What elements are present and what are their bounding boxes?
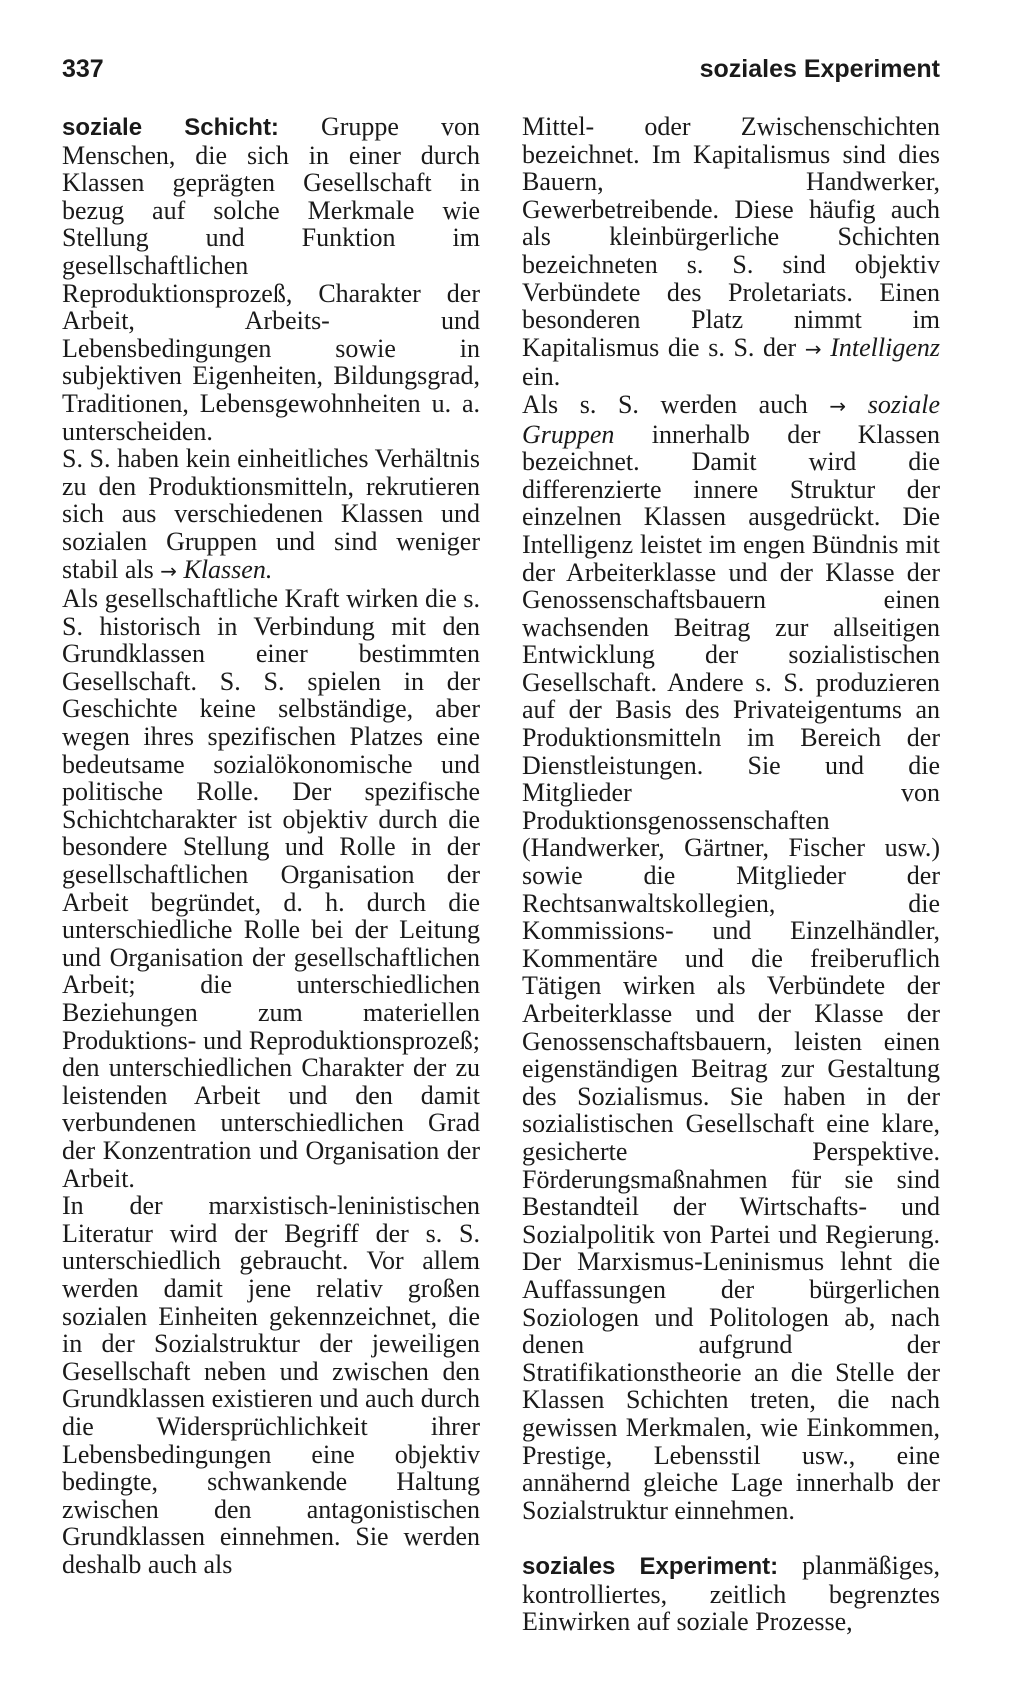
left-column [62, 113, 480, 1578]
paragraph-text: innerhalb der Klassen bezeichnet. Damit wird die differenzierte innere Struktur der einzelnen Klassen ausgedrückt. Die Intelligenz leistet im engen Bündnis mit der Arbeiterklasse und der Klasse der Genossenschaftsbauern einen wachsenden Beitrag zur allseitigen Entwicklung der sozialistischen Gesellschaft. Andere s. S. produzieren auf der Basis des Privateigentums an Produktionsmitteln im Bereich der Dienstleistungen. Sie und die Mitglieder von Produktionsgenossenschaften (Handwerker, Gärtner, Fischer usw.) sowie die Mitglieder der Rechtsanwaltskollegien, die Kommissions- und Einzelhändler, Kommentäre und die freiberuflich Tätigen wirken als Verbündete der Arbeiterklasse und der Klasse der Genossenschaftsbauern, leisten einen eigenständigen Beitrag zur Gestaltung des Sozialismus. Sie haben in der sozialistischen Gesellschaft eine klare, gesicherte Perspektive. Förderungsmaßnahmen für sie sind Bestandteil der Wirtschafts- und Sozialpolitik von Partei und Regierung. Der Marxismus-Leninismus lehnt die Auffassungen der bürgerlichen Soziologen und Politologen ab, nach denen aufgrund der Stratifikationstheorie an die Stelle der Klassen Schichten treten, die nach gewissen Merkmalen, wie Einkommen, Prestige, Lebensstil usw., eine annähernd gleiche Lage innerhalb der Sozialstruktur einnehmen. [522, 419, 941, 1525]
paragraph [62, 445, 480, 585]
right-column [522, 113, 940, 1636]
entry-term: soziales Experiment: [522, 1553, 779, 1581]
paragraph-text: S. S. haben kein einheitliches Verhältnis zu den Produktionsmitteln, rekrutieren sich aus verschiedenen Klassen und sozialen Gruppen und sind weniger stabil als [62, 444, 480, 584]
paragraph [522, 113, 940, 391]
paragraph [522, 391, 940, 1524]
paragraph-text: ein. [522, 362, 561, 392]
cross-reference-arrow-icon: → [160, 558, 177, 583]
definition-text: Gruppe von Menschen, die sich in einer durch Klassen geprägten Gesellschaft in bezug auf solche Merkmale wie Stellung und Funktion im gesellschaftlichen Reproduktionsprozeß, Charakter der Arbeit, Arbeits- und Lebensbedingungen sowie in subjektiven Eigenheiten, Bildungsgrad, Traditionen, Lebensgewohnheiten u. a. unterscheiden. [62, 112, 481, 446]
paragraph: In der marxistisch-leninistischen Literatur wird der Begriff der s. S. unterschiedlich gebraucht. Vor allem werden damit jene relativ großen sozialen Einheiten gekennzeichnet, die in der Sozialstruktur der jeweiligen Gesellschaft neben und zwischen den Grundklassen existieren und auch durch die Widersprüchlichkeit ihrer Lebensbedingungen eine objektiv bedingte, schwankende Haltung zwischen den antagonistischen Grundklassen einnehmen. Sie werden deshalb auch als [62, 1191, 480, 1579]
cross-reference-link[interactable]: Intelligenz [830, 332, 941, 362]
paragraph: Als gesellschaftliche Kraft wirken die s. S. historisch in Verbindung mit den Grundklassen einer bestimmten Gesellschaft. S. S. spielen in der Geschichte keine selbständige, aber wegen ihres spezifischen Platzes eine bedeutsame sozialökonomische und politische Rolle. Der spezifische Schichtcharakter ist objektiv durch die besondere Stellung und Rolle in der gesellschaftlichen Organisation der Arbeit begründet, d. h. durch die unterschiedliche Rolle bei der Leitung und Organisation der gesellschaftlichen Arbeit; die unterschiedlichen Beziehungen zum materiellen Produktions- und Reproduktionsprozeß; den unterschiedlichen Charakter der zu leistenden Arbeit und den damit verbundenen unterschiedlichen Grad der Konzentration und Organisation der Arbeit. [62, 584, 480, 1193]
cross-reference-link[interactable]: Klassen. [183, 554, 273, 584]
definition-text: planmäßiges, kontrolliertes, zeitlich begrenztes Einwirken auf soziale Prozesse, [522, 1551, 940, 1637]
entry-soziale-schicht-definition [62, 113, 480, 445]
paragraph-text: Mittel- oder Zwischenschichten bezeichnet. Im Kapitalismus sind dies Bauern, Handwerker, Gewerbetreibende. Diese häufig auch als kleinbürgerliche Schichten bezeichneten s. S. sind objektiv Verbündete des Proletariats. Einen besonderen Platz nimmt im Kapitalismus die s. S. der [522, 112, 940, 362]
paragraph-text: Als s. S. werden auch [522, 389, 808, 419]
running-head: soziales Experiment [699, 55, 940, 83]
cross-reference-link[interactable]: soziale Gruppen [522, 389, 941, 449]
page-header [62, 55, 940, 95]
cross-reference-arrow-icon: → [804, 336, 822, 361]
page-number: 337 [62, 55, 104, 83]
entry-soziales-experiment [522, 1552, 940, 1636]
cross-reference-arrow-icon: → [829, 393, 847, 418]
entry-term: soziale Schicht: [62, 114, 279, 141]
